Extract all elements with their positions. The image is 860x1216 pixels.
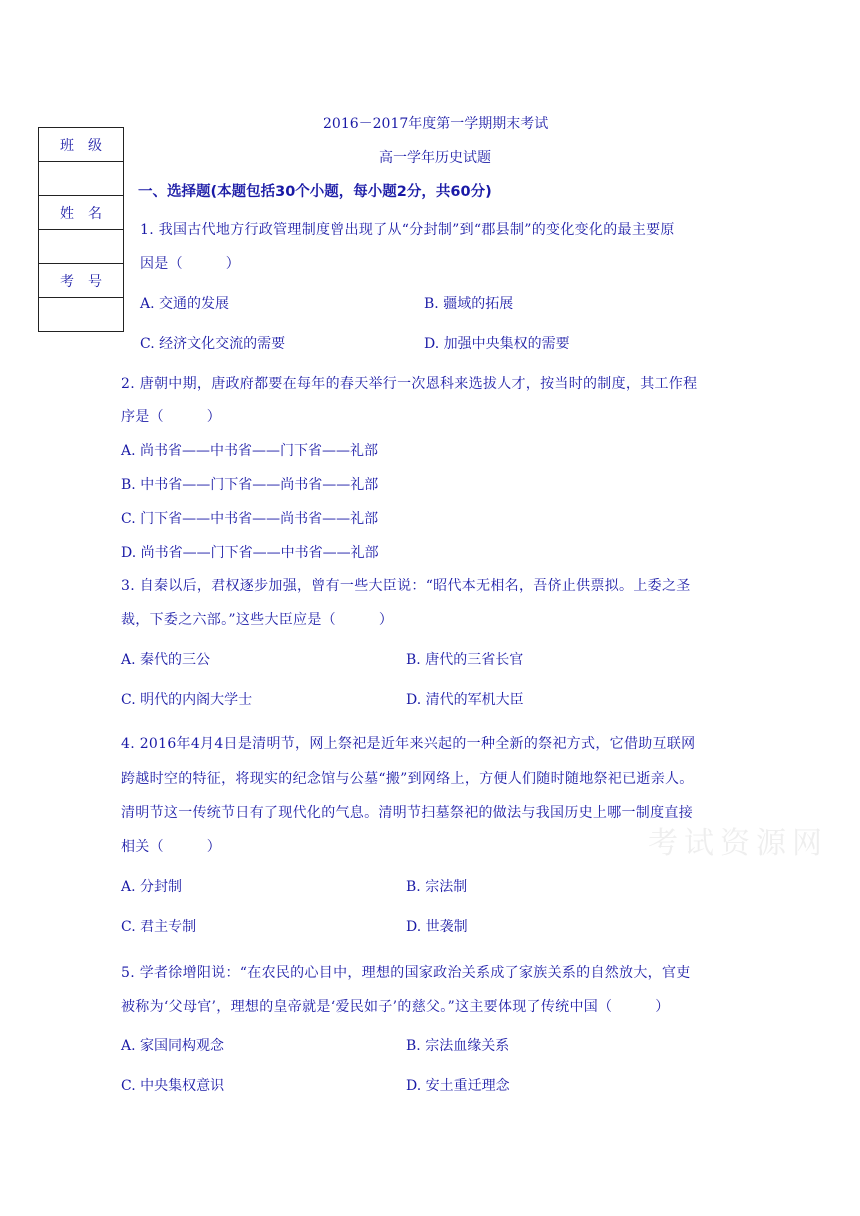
question-3-line-2: 裁，下委之六部。”这些大臣应是（ ） (121, 612, 394, 628)
question-2-option-c: C. 门下省——中书省——尚书省——礼部 (121, 511, 379, 527)
question-2-option-d: D. 尚书省——门下省——中书省——礼部 (121, 545, 379, 561)
question-5-line-1: 5. 学者徐增阳说：“在农民的心目中，理想的国家政治关系成了家族关系的自然放大，官吏 (121, 965, 691, 981)
question-4-option-d: D. 世袭制 (406, 919, 468, 935)
question-1-option-d: D. 加强中央集权的需要 (424, 336, 570, 352)
question-4-line-2: 跨越时空的特征，将现实的纪念馆与公墓“搬”到网络上，方便人们随时随地祭祀已逝亲人。 (121, 771, 694, 787)
question-3-option-c: C. 明代的内阁大学士 (121, 692, 253, 708)
class-field[interactable] (39, 162, 124, 196)
question-2-line-2: 序是（ ） (121, 409, 222, 425)
question-5-option-a: A. 家国同构观念 (121, 1038, 225, 1054)
question-2-option-b: B. 中书省——门下省——尚书省——礼部 (121, 477, 379, 493)
question-4-line-4: 相关（ ） (121, 839, 222, 855)
question-3-option-b: B. 唐代的三省长官 (406, 652, 524, 668)
question-4-option-b: B. 宗法制 (406, 879, 468, 895)
exam-title: 2016－2017年度第一学期期末考试 (323, 116, 549, 132)
question-5-line-2: 被称为‘父母官’，理想的皇帝就是‘爱民如子’的慈父。”这主要体现了传统中国（ ） (121, 999, 670, 1015)
question-2-option-a: A. 尚书省——中书省——门下省——礼部 (121, 443, 379, 459)
question-5-option-c: C. 中央集权意识 (121, 1078, 225, 1094)
question-1-line-1: 1. 我国古代地方行政管理制度曾出现了从“分封制”到“郡县制”的变化变化的最主要原 (140, 222, 675, 238)
section-heading: 一、选择题(本题包括30个小题，每小题2分，共60分) (138, 184, 492, 200)
question-1-option-c: C. 经济文化交流的需要 (140, 336, 286, 352)
question-1-option-b: B. 疆域的拓展 (424, 296, 514, 312)
question-3-option-d: D. 清代的军机大臣 (406, 692, 524, 708)
number-label: 考号 (39, 264, 124, 298)
question-4-line-1: 4. 2016年4月4日是清明节，网上祭祀是近年来兴起的一种全新的祭祀方式，它借助互联网 (121, 736, 696, 752)
subject-title: 高一学年历史试题 (379, 150, 491, 166)
question-3-line-1: 3. 自秦以后，君权逐步加强，曾有一些大臣说：“昭代本无相名，吾侪止供票拟。上委之圣 (121, 578, 691, 594)
watermark: 考试资源网 (648, 826, 828, 861)
question-2-line-1: 2. 唐朝中期，唐政府都要在每年的春天举行一次恩科来选拔人才，按当时的制度，其工作程 (121, 376, 698, 392)
name-label: 姓名 (39, 196, 124, 230)
number-field[interactable] (39, 298, 124, 332)
question-1-line-2: 因是（ ） (140, 256, 241, 272)
question-1-option-a: A. 交通的发展 (140, 296, 230, 312)
question-4-option-a: A. 分封制 (121, 879, 183, 895)
student-info-table (38, 127, 124, 332)
class-label: 班级 (39, 128, 124, 162)
question-5-option-b: B. 宗法血缘关系 (406, 1038, 510, 1054)
question-4-option-c: C. 君主专制 (121, 919, 197, 935)
question-4-line-3: 清明节这一传统节日有了现代化的气息。清明节扫墓祭祀的做法与我国历史上哪一制度直接 (121, 805, 693, 821)
question-5-option-d: D. 安土重迁理念 (406, 1078, 510, 1094)
name-field[interactable] (39, 230, 124, 264)
question-3-option-a: A. 秦代的三公 (121, 652, 211, 668)
